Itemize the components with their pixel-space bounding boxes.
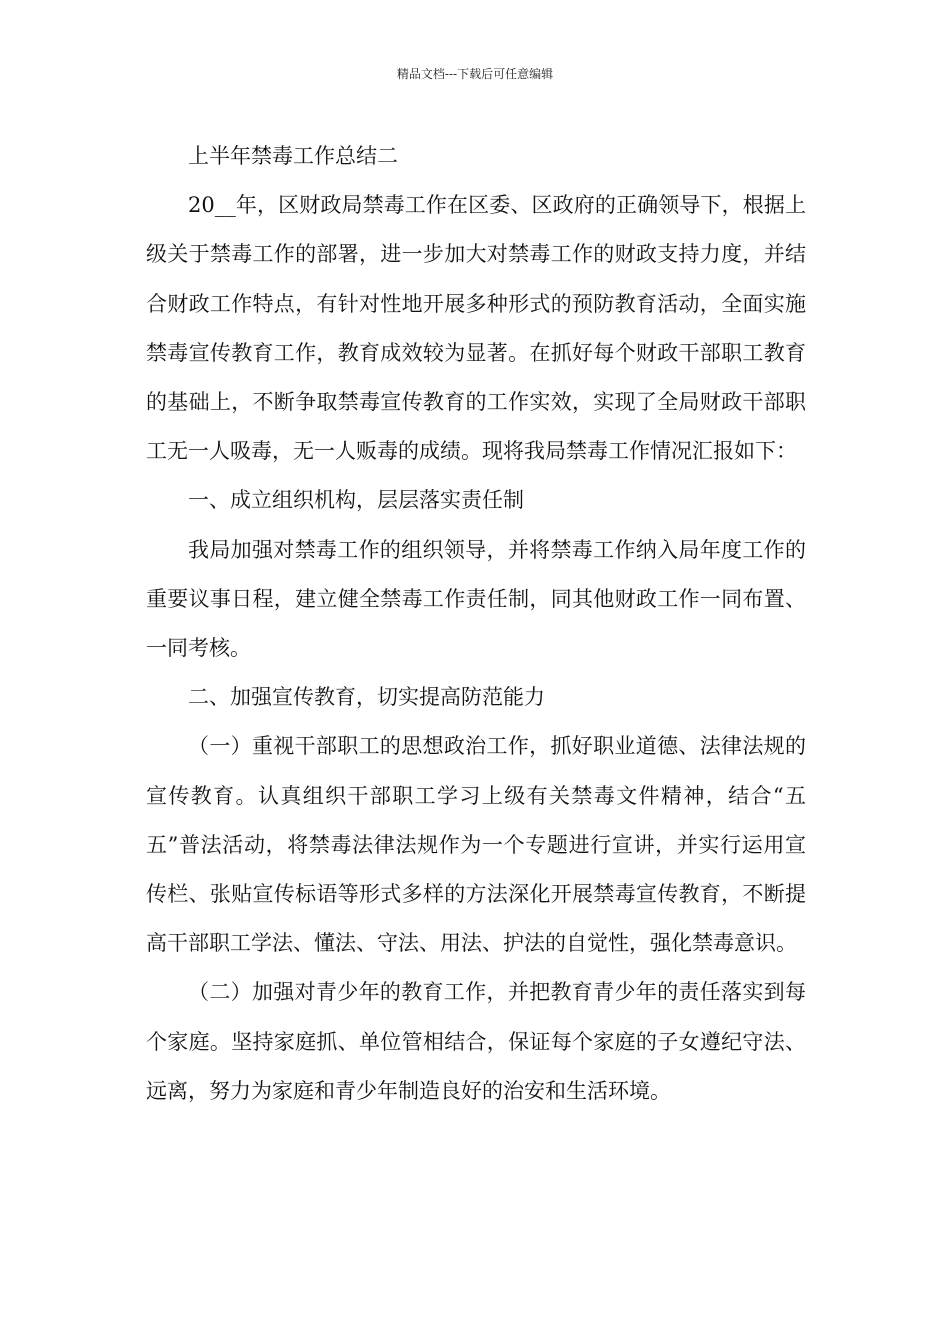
document-title: 上半年禁毒工作总结二 bbox=[188, 144, 398, 168]
page-header: 精品文档---下载后可任意编辑 bbox=[396, 67, 554, 81]
paragraph-intro: 20__年，区财政局禁毒工作在区委、区政府的正确领导下，根据上级关于禁毒工作的部署，进一步加大对禁毒工作的财政支持力度，并结合财政工作特点，有针对性地开展多种形式的预防教育活动，全面实施禁毒宣传教育工作，教育成效较为显著。在抓好每个财政干部职工教育的基础上，不断争取禁毒宣传教育的工作实效，实现了全局财政干部职工无一人吸毒，无一人贩毒的成绩。现将我局禁毒工作情况汇报如下： bbox=[146, 193, 806, 464]
section-heading-2: 二、加强宣传教育，切实提高防范能力 bbox=[188, 685, 545, 710]
section-heading-1: 一、成立组织机构，层层落实责任制 bbox=[188, 488, 524, 513]
document-body bbox=[146, 132, 806, 1116]
paragraph-section-1: 我局加强对禁毒工作的组织领导，并将禁毒工作纳入局年度工作的重要议事日程，建立健全禁毒工作责任制，同其他财政工作一同布置、一同考核。 bbox=[146, 537, 806, 661]
paragraph-subsection-2: （二）加强对青少年的教育工作，并把教育青少年的责任落实到每个家庭。坚持家庭抓、单位管相结合，保证每个家庭的子女遵纪守法、远离，努力为家庭和青少年制造良好的治安和生活环境。 bbox=[146, 980, 806, 1103]
paragraph-subsection-1: （一）重视干部职工的思想政治工作，抓好职业道德、法律法规的宣传教育。认真组织干部职工学习上级有关禁毒文件精神，结合“五五”普法活动，将禁毒法律法规作为一个专题进行宣讲，并实行运用宣传栏、张贴宣传标语等形式多样的方法深化开展禁毒宣传教育，不断提高干部职工学法、懂法、守法、用法、护法的自觉性，强化禁毒意识。 bbox=[146, 734, 806, 956]
